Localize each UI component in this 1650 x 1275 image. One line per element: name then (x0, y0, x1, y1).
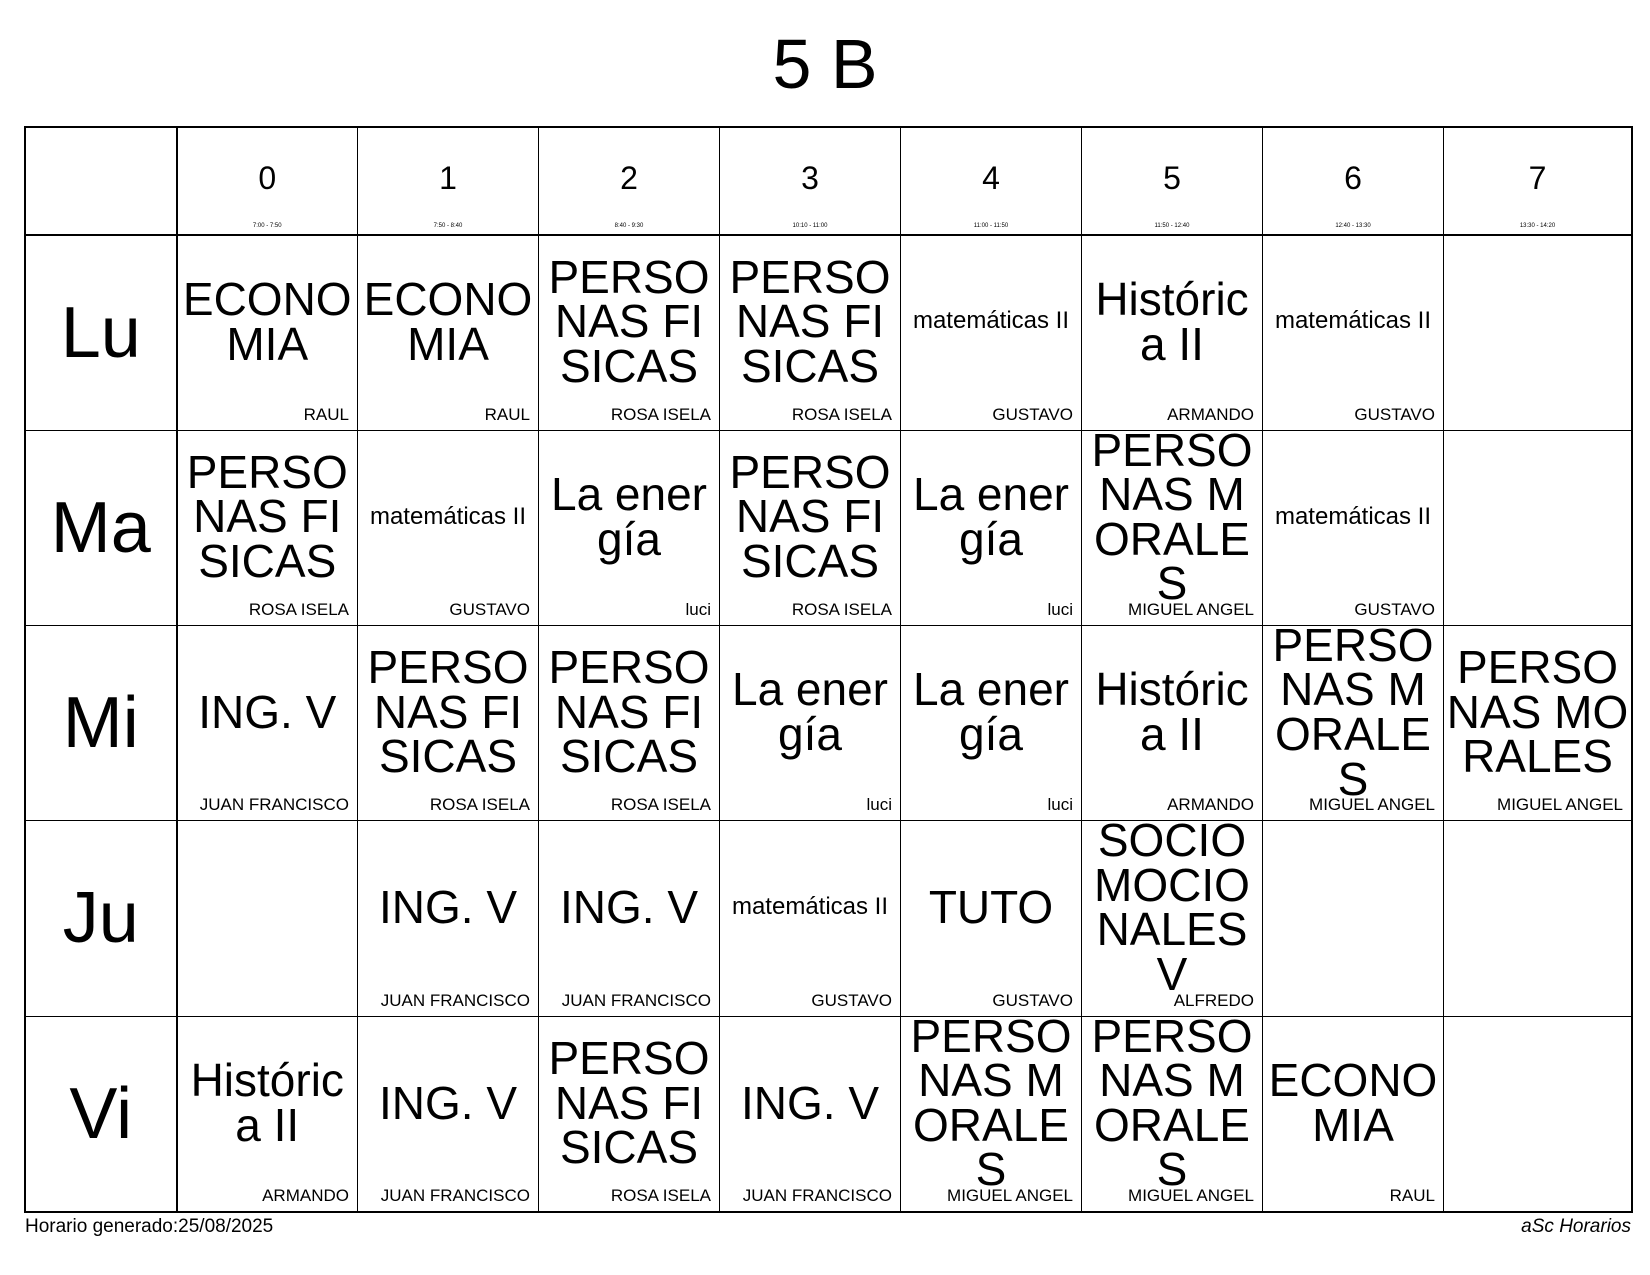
lesson-cell (1263, 235, 1444, 430)
day-label: Lu (26, 235, 177, 430)
period-number: 0 (258, 160, 277, 196)
day-row (26, 235, 1632, 430)
header-row (26, 128, 1632, 235)
lesson-cell (720, 625, 901, 820)
lesson-subject: La energía (731, 663, 888, 761)
lesson-subject: PERSONAS FISICAS (548, 641, 710, 783)
lesson-subject: PERSONAS MORALES (910, 1016, 1072, 1196)
lesson-subject: matemáticas II (731, 893, 889, 921)
period-number: 2 (620, 160, 638, 196)
lesson-teacher: GUSTAVO (992, 404, 1073, 424)
period-time: 13:30 - 14:20 (1519, 222, 1556, 229)
lesson-subject: PERSONAS MORALES (1446, 641, 1629, 783)
lesson-cell (177, 625, 358, 820)
lesson-subject: matemáticas II (1274, 502, 1432, 530)
lesson-cell (901, 625, 1082, 820)
lesson-subject: matemáticas II (912, 307, 1070, 335)
lesson-subject: PERSONAS FISICAS (548, 1031, 710, 1174)
lesson-cell (539, 235, 720, 430)
lesson-cell (539, 625, 720, 820)
period-time: 10:10 - 11:00 (792, 222, 828, 229)
lesson-cell (901, 430, 1082, 625)
lesson-subject: La energía (550, 468, 707, 565)
period-time: 8:40 - 9:30 (614, 222, 644, 229)
lesson-cell (1082, 430, 1263, 625)
period-time: 7:00 - 7:50 (252, 222, 282, 229)
generated-date-label: Horario generado:25/08/2025 (25, 1216, 274, 1237)
day-label: Vi (26, 1016, 177, 1211)
lesson-cell (1444, 430, 1632, 625)
lesson-cell (720, 235, 901, 430)
lesson-subject: ING. V (378, 881, 518, 934)
lesson-subject: Histórica II (1095, 273, 1249, 370)
lesson-subject: matemáticas II (369, 502, 527, 530)
timetable (25, 127, 1632, 1212)
period-header (539, 128, 720, 235)
lesson-cell (539, 821, 720, 1016)
lesson-subject: PERSONAS FISICAS (729, 445, 891, 588)
day-label: Ju (26, 821, 177, 1016)
lesson-teacher: ALFREDO (1173, 990, 1254, 1010)
period-number: 7 (1528, 160, 1547, 196)
lesson-teacher: GUSTAVO (1354, 599, 1435, 619)
lesson-cell (1263, 430, 1444, 625)
lesson-cell (1082, 235, 1263, 430)
lesson-cell (539, 430, 720, 625)
lesson-subject: ING. V (378, 1076, 518, 1129)
lesson-subject: La energía (912, 663, 1069, 761)
period-number: 3 (801, 160, 819, 196)
lesson-cell (1444, 821, 1632, 1016)
period-header (720, 128, 901, 235)
lesson-cell (177, 1016, 358, 1211)
lesson-cell (901, 235, 1082, 430)
lesson-teacher: luci (1047, 599, 1073, 619)
lesson-cell (358, 625, 539, 820)
lesson-cell (720, 821, 901, 1016)
lesson-teacher: JUAN FRANCISCO (742, 1186, 892, 1205)
lesson-subject: SOCIOMOCIONALES V (1094, 820, 1250, 1001)
lesson-teacher: GUSTAVO (811, 990, 892, 1010)
day-row (26, 821, 1632, 1016)
lesson-teacher: ROSA ISELA (791, 599, 892, 619)
brand-label: aSc Horarios (1521, 1216, 1631, 1237)
lesson-subject: ECONOMIA (182, 273, 352, 370)
lesson-teacher: GUSTAVO (449, 599, 530, 619)
lesson-subject: Histórica II (1095, 663, 1249, 761)
lesson-teacher: ARMANDO (1167, 795, 1254, 815)
lesson-subject: matemáticas II (1274, 307, 1432, 335)
lesson-cell (177, 430, 358, 625)
lesson-subject: PERSONAS FISICAS (729, 250, 891, 392)
lesson-subject: PERSONAS FISICAS (186, 445, 348, 588)
lesson-subject: TUTO (928, 881, 1054, 934)
lesson-teacher: luci (1047, 795, 1073, 815)
period-number: 6 (1344, 160, 1362, 196)
period-time: 11:50 - 12:40 (1154, 222, 1190, 229)
period-number: 1 (439, 160, 457, 196)
lesson-subject: ING. V (198, 685, 337, 738)
lesson-cell (901, 821, 1082, 1016)
period-header (1444, 128, 1632, 235)
lesson-teacher: JUAN FRANCISCO (561, 990, 711, 1010)
lesson-teacher: ARMANDO (262, 1186, 349, 1205)
lesson-cell (1263, 625, 1444, 820)
lesson-cell (1263, 1016, 1444, 1211)
lesson-subject: ING. V (740, 1076, 880, 1129)
day-row (26, 625, 1632, 820)
lesson-teacher: luci (866, 795, 892, 815)
lesson-subject: La energía (912, 468, 1069, 565)
lesson-cell (1444, 625, 1632, 820)
corner-cell (26, 128, 177, 235)
lesson-teacher: ROSA ISELA (791, 404, 892, 424)
lesson-teacher: MIGUEL ANGEL (1497, 795, 1623, 815)
lesson-cell (1082, 1016, 1263, 1211)
lesson-teacher: ROSA ISELA (248, 599, 349, 619)
lesson-teacher: ROSA ISELA (610, 1186, 711, 1205)
lesson-subject: PERSONAS FISICAS (548, 250, 710, 392)
period-header (1082, 128, 1263, 235)
lesson-teacher: GUSTAVO (992, 990, 1073, 1010)
period-header (901, 128, 1082, 235)
lesson-teacher: ARMANDO (1167, 404, 1254, 424)
lesson-teacher: GUSTAVO (1354, 404, 1435, 424)
lesson-cell (1082, 821, 1263, 1016)
day-row (26, 1016, 1632, 1211)
lesson-cell (177, 821, 358, 1016)
lesson-teacher: JUAN FRANCISCO (380, 1186, 530, 1205)
period-time: 12:40 - 13:30 (1335, 222, 1371, 229)
period-time: 11:00 - 11:50 (973, 222, 1009, 229)
lesson-subject: Histórica II (190, 1054, 344, 1151)
lesson-cell (901, 1016, 1082, 1211)
lesson-cell (358, 235, 539, 430)
lesson-teacher: RAUL (303, 404, 349, 424)
lesson-cell (1444, 1016, 1632, 1211)
day-label: Ma (26, 430, 177, 625)
lesson-teacher: ROSA ISELA (610, 404, 711, 424)
period-number: 4 (982, 160, 1000, 196)
lesson-teacher: MIGUEL ANGEL (947, 1186, 1073, 1205)
lesson-cell (539, 1016, 720, 1211)
period-header (358, 128, 539, 235)
lesson-subject: PERSONAS MORALES (1091, 430, 1253, 610)
day-row (26, 430, 1632, 625)
lesson-cell (177, 235, 358, 430)
day-label: Mi (26, 625, 177, 820)
lesson-subject: ING. V (559, 881, 699, 934)
lesson-teacher: JUAN FRANCISCO (380, 990, 530, 1010)
lesson-teacher: RAUL (1389, 1186, 1435, 1205)
lesson-cell (1444, 235, 1632, 430)
lesson-cell (720, 430, 901, 625)
lesson-teacher: ROSA ISELA (610, 795, 711, 815)
period-time: 7:50 - 8:40 (433, 222, 463, 229)
lesson-subject: ECONOMIA (363, 273, 533, 370)
lesson-teacher: luci (685, 599, 711, 619)
lesson-cell (358, 821, 539, 1016)
lesson-teacher: ROSA ISELA (429, 795, 530, 815)
lesson-cell (1082, 625, 1263, 820)
period-header (1263, 128, 1444, 235)
lesson-cell (1263, 821, 1444, 1016)
lesson-teacher: JUAN FRANCISCO (199, 795, 349, 815)
lesson-subject: PERSONAS MORALES (1091, 1016, 1253, 1196)
period-number: 5 (1163, 160, 1181, 196)
lesson-teacher: MIGUEL ANGEL (1128, 1186, 1254, 1205)
lesson-teacher: MIGUEL ANGEL (1309, 795, 1435, 815)
lesson-subject: ECONOMIA (1268, 1054, 1438, 1151)
lesson-teacher: RAUL (484, 404, 530, 424)
period-header (177, 128, 358, 235)
lesson-teacher: MIGUEL ANGEL (1128, 599, 1254, 619)
lesson-cell (358, 1016, 539, 1211)
lesson-subject: PERSONAS MORALES (1272, 625, 1434, 805)
lesson-subject: PERSONAS FISICAS (367, 641, 529, 783)
lesson-cell (720, 1016, 901, 1211)
lesson-cell (358, 430, 539, 625)
page-title: 5 B (772, 25, 878, 103)
